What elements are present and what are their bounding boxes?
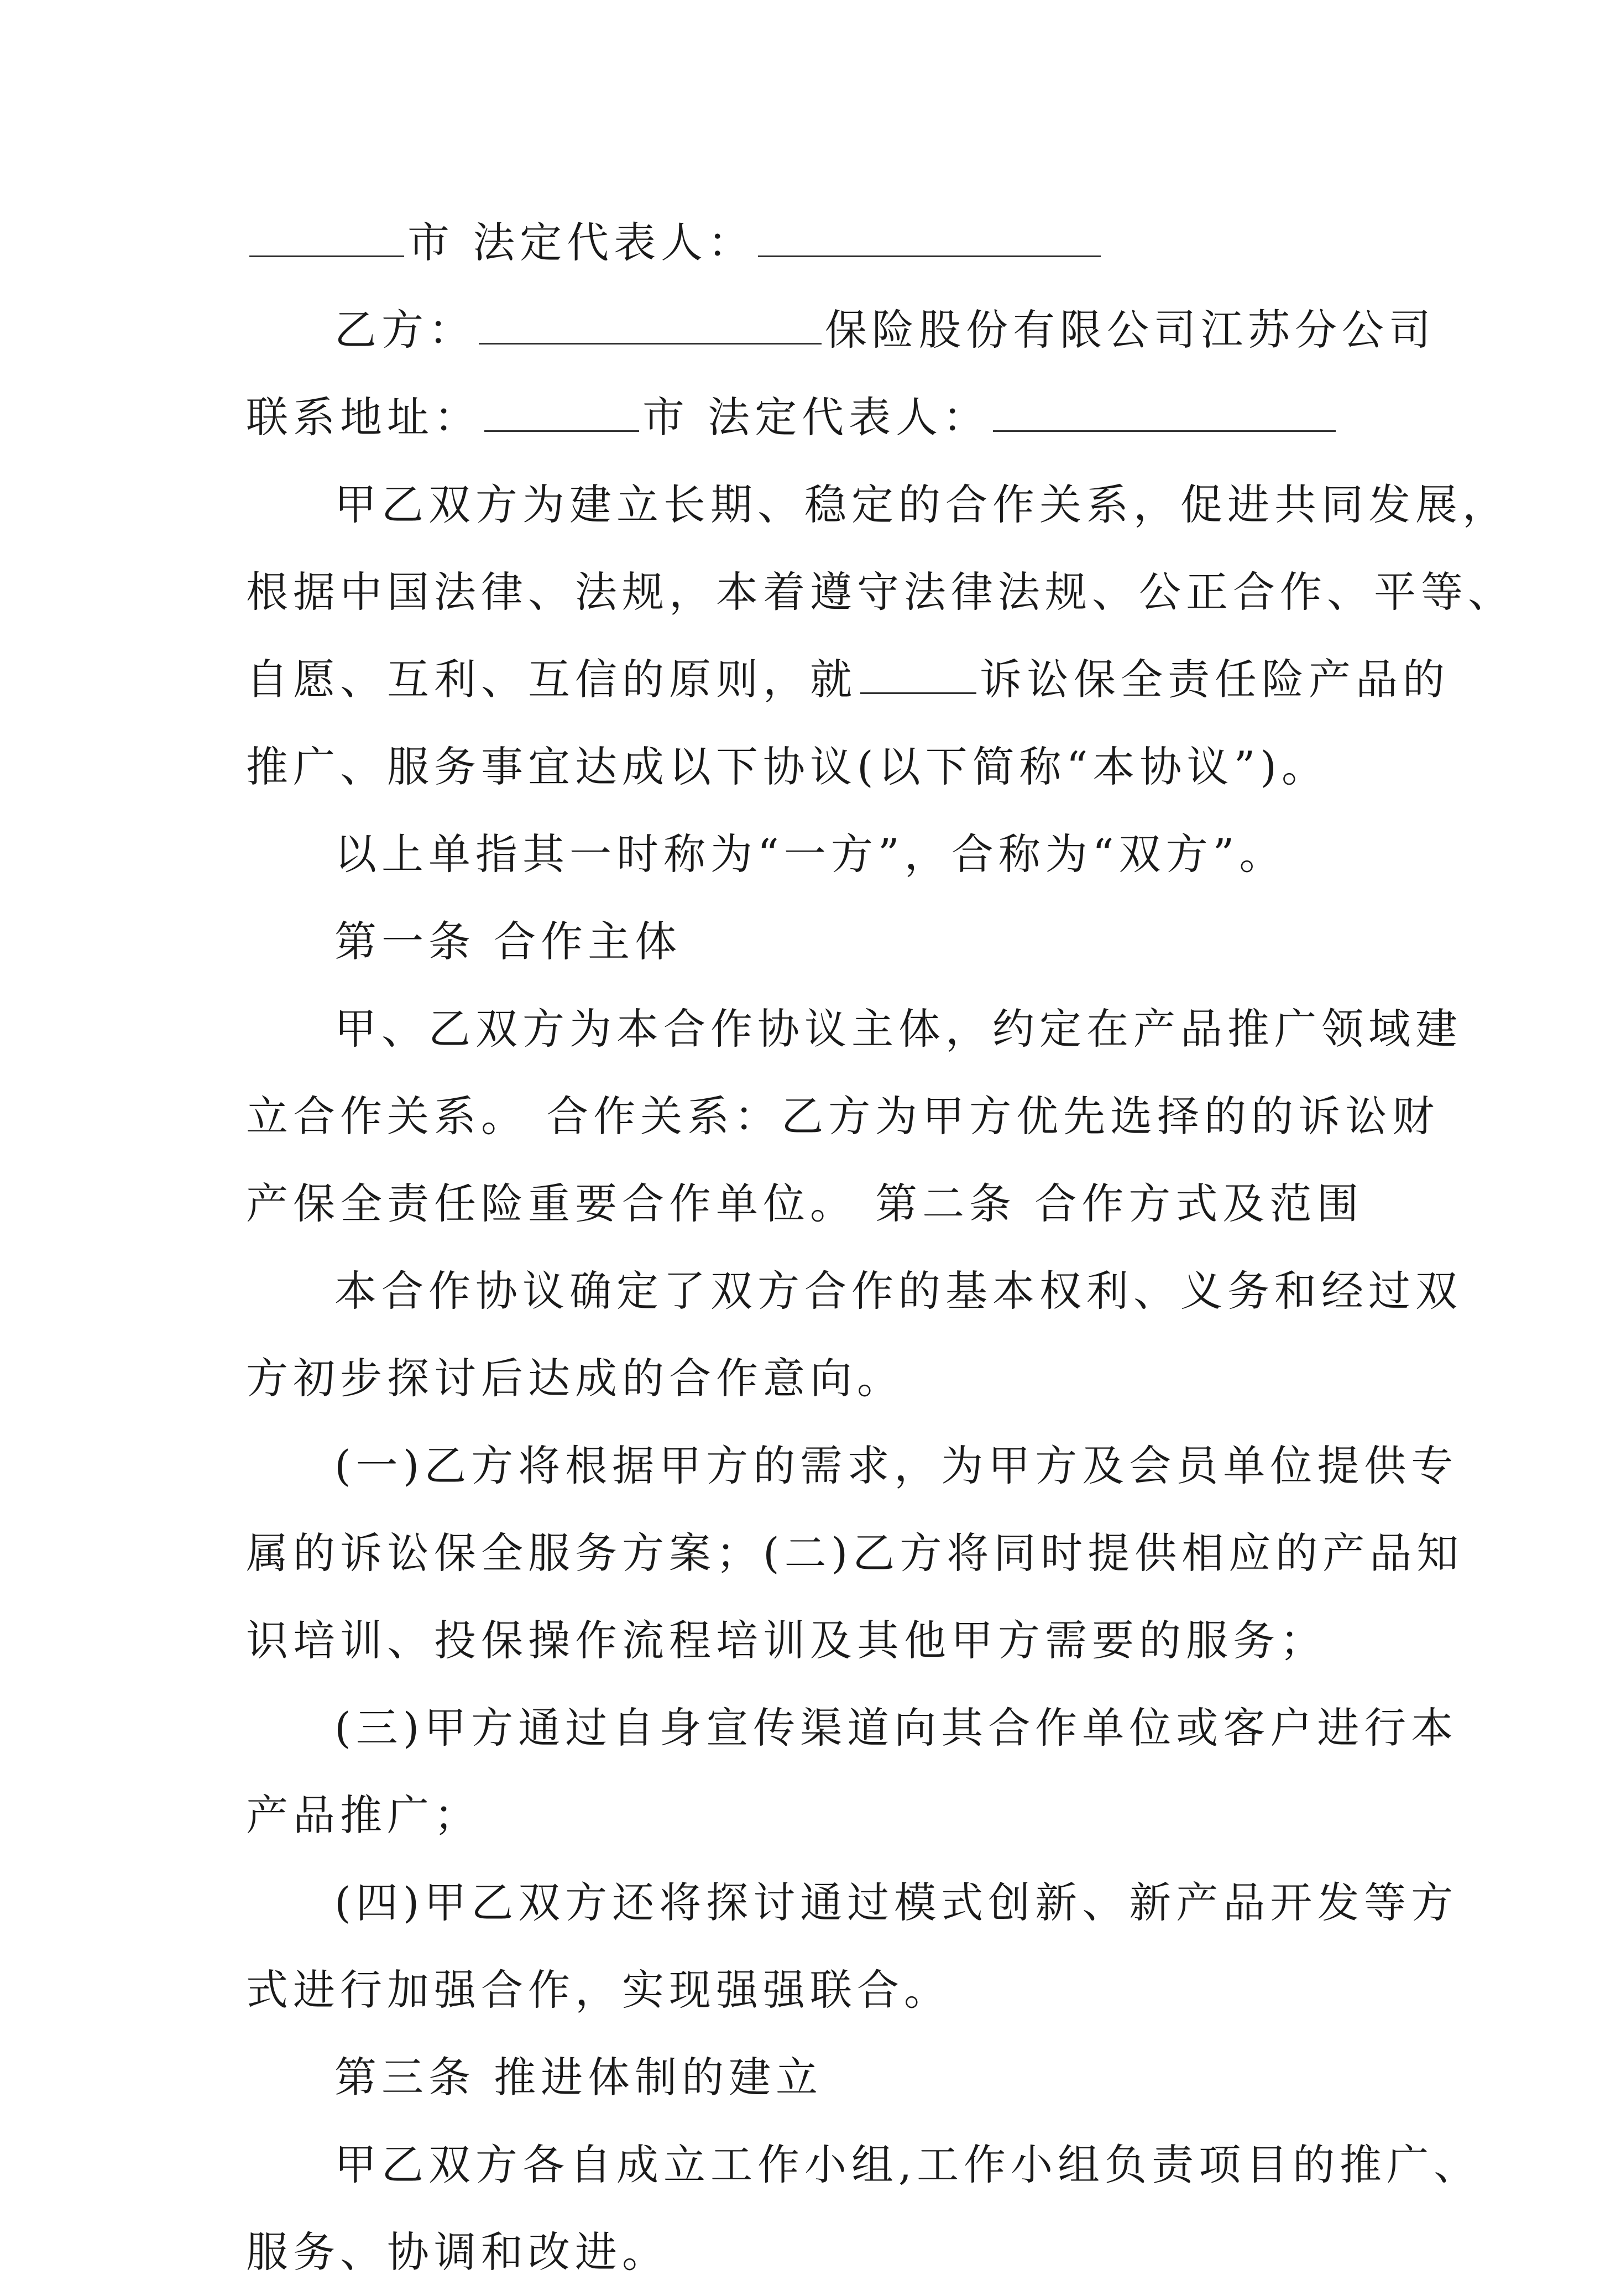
article-1-line-1: 甲、乙双方为本合作协议主体，约定在产品推广领域建 (334, 1004, 1462, 1053)
preamble-line-4: 推广、服务事宜达成以下协议(以下简称“本协议”)。 (246, 742, 1329, 791)
party-b-label: 乙方： (334, 305, 475, 354)
item-4-line-2: 式进行加强合作，实现强强联合。 (246, 1965, 951, 2015)
item-2-line-3: 识培训、投保操作流程培训及其他甲方需要的服务； (246, 1616, 1327, 1665)
representative-blank (758, 221, 1101, 257)
item-1-line-2: 属的诉讼保全服务方案；(二)乙方将同时提供相应的产品知 (246, 1528, 1464, 1578)
preamble-line-3-suffix: 诉讼保全责任险产品的 (980, 655, 1450, 704)
article-1-line-3: 产保全责任险重要合作单位。 第二条 合作方式及范围 (246, 1179, 1364, 1228)
item-4-line-1: (四)甲乙双方还将探讨通过模式创新、新产品开发等方 (334, 1878, 1458, 1927)
address-city-blank (484, 396, 639, 432)
article-3-line-2: 服务、协调和改进。 (246, 2227, 669, 2277)
definition-line: 以上单指其一时称为“一方”，合称为“双方”。 (334, 829, 1287, 879)
preamble-line-3 (246, 636, 1450, 723)
article-1-line-2: 立合作关系。 合作关系：乙方为甲方优先选择的的诉讼财 (246, 1092, 1440, 1141)
address-label: 联系地址： (246, 393, 481, 442)
party-b-address-line (246, 374, 1368, 461)
city-blank (249, 221, 404, 257)
party-b-name-blank (479, 309, 822, 345)
product-blank (860, 658, 976, 694)
article-1-title: 第一条 合作主体 (334, 917, 682, 966)
article-2-line-1: 本合作协议确定了双方合作的基本权利、义务和经过双 (334, 1266, 1462, 1316)
city-representative-label: 市 法定代表人： (407, 218, 755, 267)
preamble-line-1: 甲乙双方为建立长期、稳定的合作关系，促进共同发展， (334, 480, 1509, 529)
preamble-line-3-prefix: 自愿、互利、互信的原则，就 (246, 655, 857, 704)
party-b-line (246, 286, 1436, 374)
preamble-line-2: 根据中国法律、法规，本着遵守法律法规、公正合作、平等、 (246, 567, 1515, 617)
item-1-line-1: (一)乙方将根据甲方的需求，为甲方及会员单位提供专 (334, 1441, 1458, 1490)
article-3-title: 第三条 推进体制的建立 (334, 2053, 823, 2102)
party-b-representative-label: 市 法定代表人： (642, 393, 990, 442)
article-3-line-1: 甲乙双方各自成立工作小组,工作小组负责项目的推广、 (334, 2140, 1481, 2189)
party-b-representative-blank (993, 396, 1336, 432)
contract-body (246, 199, 1515, 2296)
party-a-representative-line (246, 199, 1368, 286)
item-3-line-2: 产品推广； (246, 1791, 481, 1840)
item-3-line-1: (三)甲方通过自身宣传渠道向其合作单位或客户进行本 (334, 1703, 1458, 1752)
article-2-line-2: 方初步探讨后达成的合作意向。 (246, 1354, 904, 1403)
party-b-company: 保险股份有限公司江苏分公司 (825, 305, 1436, 354)
